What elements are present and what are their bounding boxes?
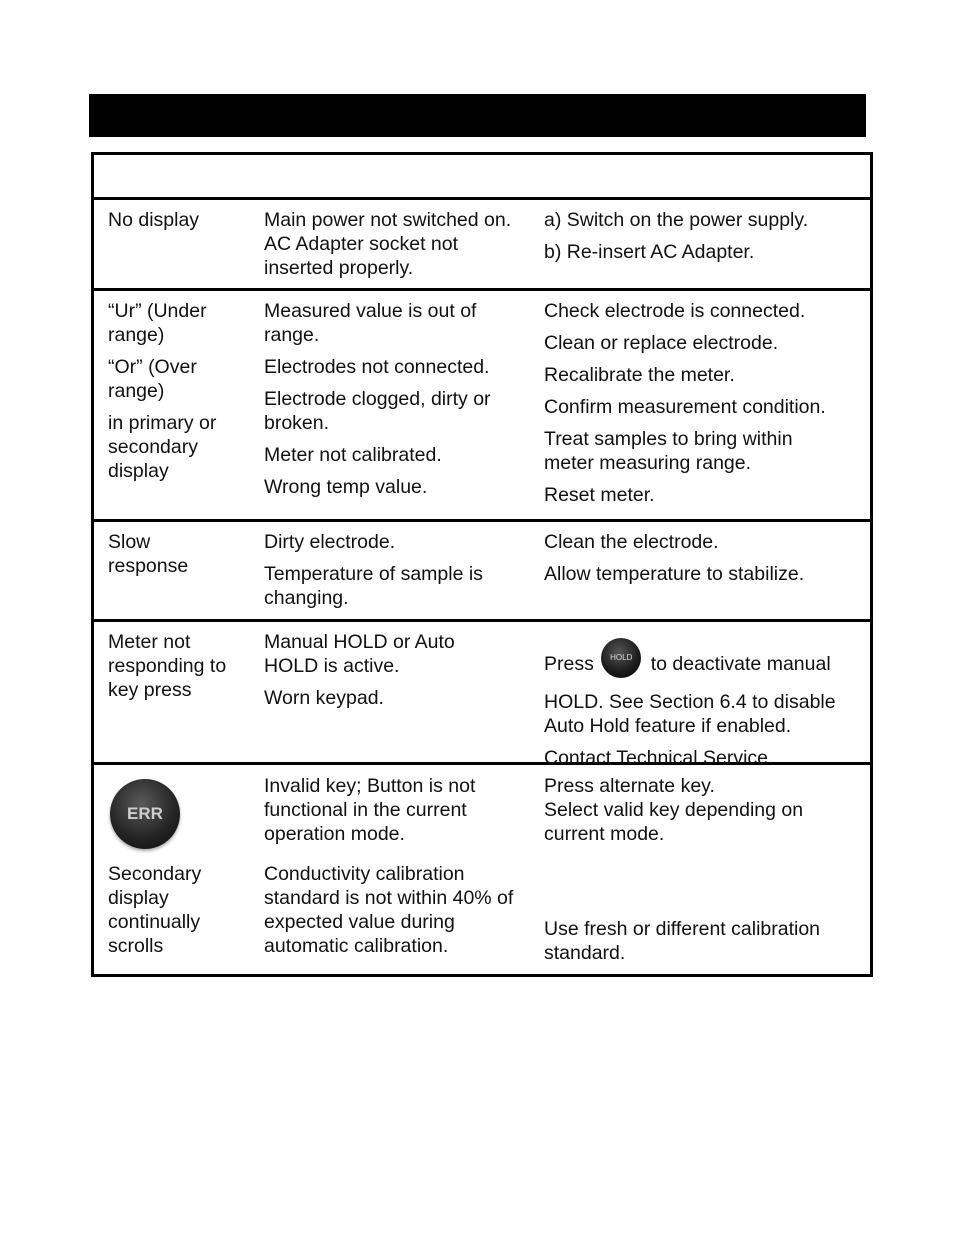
cause-text: Meter not calibrated.	[264, 444, 442, 466]
remedy-press-text: Press	[544, 653, 594, 675]
problem-text: “Ur” (Under range)	[108, 300, 207, 346]
cause-text: Electrodes not connected.	[264, 356, 490, 378]
remedy-text: Contact Technical Service.	[544, 747, 774, 769]
cause-text: Manual HOLD or Auto HOLD is active.	[264, 631, 455, 677]
remedy-cell	[544, 650, 864, 770]
remedy-text: Treat samples to bring within meter measuring range.	[544, 428, 793, 474]
hold-button-icon	[601, 638, 641, 678]
cause-text: Main power not switched on. AC Adapter socket not inserted properly.	[264, 209, 512, 279]
cause-text: Worn keypad.	[264, 687, 384, 709]
problem-cell	[108, 630, 248, 702]
cause-cell	[264, 299, 514, 499]
remedy-text: Reset meter.	[544, 484, 655, 506]
remedy-text	[544, 650, 864, 738]
remedy-text: Recalibrate the meter.	[544, 364, 735, 386]
table-row	[94, 200, 870, 291]
table-row	[94, 765, 870, 974]
err-button-icon	[110, 779, 180, 849]
remedy-cell	[544, 765, 864, 974]
remedy-text: Clean or replace electrode.	[544, 332, 779, 354]
hold-icon-label: HOLD	[610, 653, 633, 662]
problem-cell	[108, 208, 248, 232]
cause-text: Temperature of sample is changing.	[264, 563, 483, 609]
remedy-text: Confirm measurement condition.	[544, 396, 826, 418]
cause-cell	[264, 630, 514, 710]
table-row	[94, 291, 870, 522]
remedy-text: b) Re-insert AC Adapter.	[544, 241, 755, 263]
cause-cell	[264, 208, 514, 280]
problem-text: Secondary display continually scrolls	[108, 863, 202, 957]
remedy-text: Allow temperature to stabilize.	[544, 563, 805, 585]
remedy-text: Check electrode is connected.	[544, 300, 806, 322]
cause-text: Invalid key; Button is not functional in the current operation mode.	[264, 775, 476, 845]
cause-cell	[264, 765, 514, 974]
cause-text: Conductivity calibration standard is not within 40% of expected value during automatic calibration.	[264, 863, 514, 957]
err-icon-label: ERR	[127, 804, 163, 823]
cause-text: Wrong temp value.	[264, 476, 428, 498]
problem-text: Slow response	[108, 531, 189, 577]
remedy-text: a) Switch on the power supply.	[544, 209, 809, 231]
problem-cell	[108, 299, 248, 483]
remedy-text: Use fresh or different calibration standard.	[544, 918, 821, 964]
remedy-after-icon-text: to deactivate manual HOLD. See Section 6.4 to disable Auto Hold feature if enabled.	[544, 653, 836, 737]
problem-text: Meter not responding to key press	[108, 631, 227, 701]
table-row	[94, 522, 870, 622]
remedy-text: Select valid key depending on current mode.	[544, 799, 804, 845]
problem-text: No display	[108, 209, 200, 231]
remedy-cell	[544, 530, 864, 586]
troubleshooting-table	[91, 152, 873, 977]
remedy-text: Press alternate key.	[544, 775, 715, 797]
section-title-bar	[89, 94, 866, 137]
problem-text: “Or” (Over range)	[108, 356, 197, 402]
problem-cell	[108, 530, 208, 578]
problem-cell	[108, 862, 248, 958]
table-header-row	[94, 155, 870, 200]
cause-text: Electrode clogged, dirty or broken.	[264, 388, 491, 434]
cause-text: Dirty electrode.	[264, 531, 396, 553]
remedy-cell	[544, 299, 864, 507]
remedy-text: Clean the electrode.	[544, 531, 719, 553]
table-row	[94, 622, 870, 769]
remedy-cell	[544, 208, 864, 264]
cause-text: Measured value is out of range.	[264, 300, 477, 346]
cause-cell	[264, 530, 514, 610]
problem-text: in primary or secondary display	[108, 412, 217, 482]
